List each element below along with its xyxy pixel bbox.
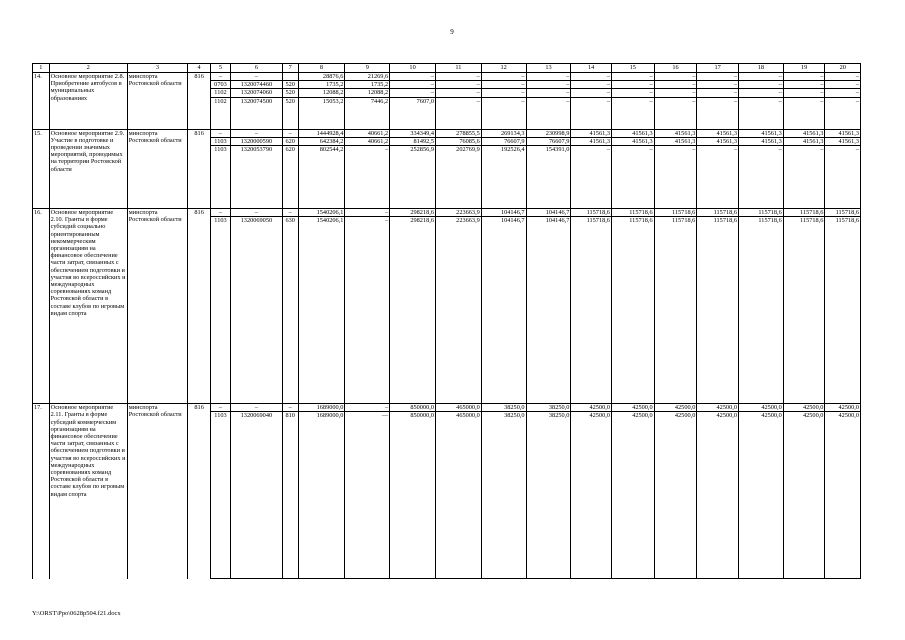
table-row <box>33 129 861 137</box>
amount-cell: – <box>825 146 861 209</box>
amount-cell: – <box>611 73 654 81</box>
amount-cell: 115718,6 <box>611 217 654 404</box>
amount-cell: 642384,2 <box>298 137 345 145</box>
amount-cell: 42500,0 <box>571 412 612 579</box>
amount-cell: 230998,9 <box>526 129 571 137</box>
amount-cell: – <box>571 73 612 81</box>
header-cell: 8 <box>298 64 345 73</box>
amount-cell: – <box>783 146 825 209</box>
amount-cell: 42500,0 <box>571 404 612 412</box>
grbs-code: 816 <box>188 404 211 579</box>
vr-cell: 630 <box>282 217 298 404</box>
amount-cell: – <box>611 97 654 129</box>
amount-cell: 42500,0 <box>611 412 654 579</box>
amount-cell: 115718,6 <box>825 217 861 404</box>
executor: минспорта Ростовской области <box>127 404 187 579</box>
amount-cell: 12088,2 <box>298 89 345 97</box>
amount-cell: – <box>481 81 526 89</box>
amount-cell: 41561,3 <box>783 129 825 137</box>
amount-cell: 41561,3 <box>783 137 825 145</box>
csr-cell: – <box>230 209 282 217</box>
amount-cell: – <box>571 81 612 89</box>
amount-cell: – <box>345 217 390 404</box>
amount-cell: – <box>390 89 436 97</box>
row-number: 16. <box>33 209 50 404</box>
header-cell: 16 <box>654 64 697 73</box>
amount-cell: – <box>481 97 526 129</box>
amount-cell: – <box>697 89 739 97</box>
row-number: 17. <box>33 404 50 579</box>
amount-cell: – <box>783 81 825 89</box>
csr-cell: 1320069040 <box>230 412 282 579</box>
amount-cell: – <box>697 146 739 209</box>
amount-cell: 115718,6 <box>825 209 861 217</box>
amount-cell: – <box>697 97 739 129</box>
header-cell: 12 <box>481 64 526 73</box>
csr-cell: – <box>230 73 282 81</box>
amount-cell: 41561,3 <box>654 137 697 145</box>
amount-cell: 104146,7 <box>481 217 526 404</box>
amount-cell: 202769,9 <box>435 146 481 209</box>
event-name: Основное мероприятие 2.8. Приобретение автобусов в муниципальных образованиях <box>49 73 127 130</box>
header-cell: 2 <box>49 64 127 73</box>
rz-pr-cell: – <box>211 209 231 217</box>
amount-cell: 38250,0 <box>526 412 571 579</box>
amount-cell: — <box>345 412 390 579</box>
amount-cell: – <box>783 97 825 129</box>
amount-cell: 115718,6 <box>739 209 784 217</box>
amount-cell: 76607,9 <box>526 137 571 145</box>
amount-cell: – <box>611 89 654 97</box>
amount-cell: 278855,5 <box>435 129 481 137</box>
amount-cell: – <box>739 81 784 89</box>
amount-cell: – <box>345 146 390 209</box>
amount-cell: 298218,6 <box>390 209 436 217</box>
amount-cell: – <box>345 404 390 412</box>
amount-cell: 1444928,4 <box>298 129 345 137</box>
amount-cell: – <box>739 73 784 81</box>
header-cell: 17 <box>697 64 739 73</box>
amount-cell: – <box>526 97 571 129</box>
rz-pr-cell: 1103 <box>211 137 231 145</box>
amount-cell: – <box>611 146 654 209</box>
amount-cell: – <box>739 97 784 129</box>
amount-cell: 154391,0 <box>526 146 571 209</box>
vr-cell: – <box>282 129 298 137</box>
header-row <box>33 64 861 73</box>
amount-cell: 465000,0 <box>435 404 481 412</box>
header-cell: 4 <box>188 64 211 73</box>
rz-pr-cell: – <box>211 73 231 81</box>
amount-cell: 252856,9 <box>390 146 436 209</box>
amount-cell: 21269,6 <box>345 73 390 81</box>
rz-pr-cell: 1102 <box>211 89 231 97</box>
rz-pr-cell: 0703 <box>211 81 231 89</box>
vr-cell: 620 <box>282 146 298 209</box>
amount-cell: – <box>697 73 739 81</box>
amount-cell: 40661,2 <box>345 137 390 145</box>
amount-cell: 28876,6 <box>298 73 345 81</box>
header-cell: 13 <box>526 64 571 73</box>
amount-cell: 41561,3 <box>697 129 739 137</box>
header-cell: 20 <box>825 64 861 73</box>
header-cell: 5 <box>211 64 231 73</box>
rz-pr-cell: 1103 <box>211 412 231 579</box>
csr-cell: 1320069050 <box>230 217 282 404</box>
amount-cell: 115718,6 <box>697 217 739 404</box>
amount-cell: 850000,0 <box>390 412 436 579</box>
amount-cell: 298218,6 <box>390 217 436 404</box>
amount-cell: 42500,0 <box>697 404 739 412</box>
header-cell: 9 <box>345 64 390 73</box>
amount-cell: 1735,2 <box>345 81 390 89</box>
amount-cell: 104146,7 <box>526 209 571 217</box>
amount-cell: 115718,6 <box>571 217 612 404</box>
vr-cell: 520 <box>282 81 298 89</box>
rz-pr-cell: 1103 <box>211 146 231 209</box>
amount-cell: 115718,6 <box>654 217 697 404</box>
amount-cell: – <box>435 73 481 81</box>
amount-cell: 38250,0 <box>481 404 526 412</box>
amount-cell: 115718,6 <box>739 217 784 404</box>
executor: минспорта Ростовской области <box>127 209 187 404</box>
amount-cell: 42500,0 <box>611 404 654 412</box>
header-cell: 18 <box>739 64 784 73</box>
grbs-code: 816 <box>188 73 211 130</box>
amount-cell: – <box>526 81 571 89</box>
rz-pr-cell: 1102 <box>211 97 231 129</box>
amount-cell: 12088,2 <box>345 89 390 97</box>
rz-pr-cell: 1103 <box>211 217 231 404</box>
amount-cell: 104146,7 <box>481 209 526 217</box>
budget-table <box>32 63 861 579</box>
csr-cell: 1320074500 <box>230 97 282 129</box>
amount-cell: 42500,0 <box>783 412 825 579</box>
amount-cell: 42500,0 <box>825 404 861 412</box>
csr-cell: 1320053790 <box>230 146 282 209</box>
amount-cell: – <box>825 73 861 81</box>
header-cell: 1 <box>33 64 50 73</box>
amount-cell: 269134,3 <box>481 129 526 137</box>
amount-cell: 7607,0 <box>390 97 436 129</box>
row-number: 14. <box>33 73 50 130</box>
csr-cell: 1320074460 <box>230 81 282 89</box>
amount-cell: 115718,6 <box>783 209 825 217</box>
amount-cell: 40661,2 <box>345 129 390 137</box>
csr-cell: 1320000590 <box>230 137 282 145</box>
vr-cell: – <box>282 404 298 412</box>
event-name: Основное мероприятие 2.11. Гранты в форме субсидий коммерческим организациям на финансовое обеспечение части затрат, связанных с обеспечением подготовки и участия во всероссийских и международных соревнованиях команд Ростовской области в составе клубов по игровым видам спорта <box>49 404 127 579</box>
amount-cell: – <box>481 89 526 97</box>
table-row <box>33 404 861 412</box>
vr-cell: – <box>282 209 298 217</box>
header-cell: 19 <box>783 64 825 73</box>
event-name: Основное мероприятие 2.10. Гранты в форме субсидий социально ориентированным некоммерческим организациям на финансовое обеспечение части затрат, связанных с обеспечением подготовки и участия во всероссийских и международных соревнованиях команд Ростовской области в составе клубов по игровым видам спорта <box>49 209 127 404</box>
amount-cell: 7446,2 <box>345 97 390 129</box>
amount-cell: 41561,3 <box>571 129 612 137</box>
amount-cell: 42500,0 <box>783 404 825 412</box>
amount-cell: 42500,0 <box>654 404 697 412</box>
amount-cell: 42500,0 <box>697 412 739 579</box>
amount-cell: – <box>571 97 612 129</box>
amount-cell: – <box>825 97 861 129</box>
amount-cell: 41561,3 <box>825 129 861 137</box>
amount-cell: 41561,3 <box>654 129 697 137</box>
event-name: Основное мероприятие 2.9. Участие в подготовке и проведении значимых мероприятий, проводимых на территории Ростовской области <box>49 129 127 208</box>
amount-cell: – <box>783 89 825 97</box>
amount-cell: – <box>435 81 481 89</box>
amount-cell: – <box>571 146 612 209</box>
amount-cell: – <box>390 81 436 89</box>
amount-cell: – <box>654 81 697 89</box>
vr-cell <box>282 73 298 81</box>
amount-cell: – <box>435 89 481 97</box>
amount-cell: – <box>739 89 784 97</box>
amount-cell: 41561,3 <box>739 129 784 137</box>
rz-pr-cell: – <box>211 129 231 137</box>
amount-cell: – <box>825 89 861 97</box>
csr-cell: – <box>230 404 282 412</box>
header-cell: 6 <box>230 64 282 73</box>
executor: минспорта Ростовской области <box>127 129 187 208</box>
page-number: 9 <box>450 28 454 36</box>
csr-cell: 1320074060 <box>230 89 282 97</box>
header-cell: 11 <box>435 64 481 73</box>
amount-cell: 38250,0 <box>526 404 571 412</box>
amount-cell: 42500,0 <box>654 412 697 579</box>
amount-cell: 41561,3 <box>697 137 739 145</box>
vr-cell: 810 <box>282 412 298 579</box>
amount-cell: 41561,3 <box>611 129 654 137</box>
footer-file-path: Y:\ORST\Ppo\0628p504.f21.docx <box>32 610 121 617</box>
amount-cell: 850000,0 <box>390 404 436 412</box>
amount-cell: 1689000,0 <box>298 404 345 412</box>
amount-cell: 104146,7 <box>526 217 571 404</box>
amount-cell: 115718,6 <box>571 209 612 217</box>
vr-cell: 520 <box>282 89 298 97</box>
amount-cell: – <box>571 89 612 97</box>
amount-cell: 334349,4 <box>390 129 436 137</box>
amount-cell: 223663,9 <box>435 217 481 404</box>
amount-cell: – <box>654 89 697 97</box>
amount-cell: – <box>435 97 481 129</box>
amount-cell: – <box>390 73 436 81</box>
header-cell: 3 <box>127 64 187 73</box>
amount-cell: 41561,3 <box>825 137 861 145</box>
amount-cell: 802544,2 <box>298 146 345 209</box>
amount-cell: 15053,2 <box>298 97 345 129</box>
amount-cell: – <box>654 73 697 81</box>
amount-cell: 41561,3 <box>739 137 784 145</box>
grbs-code: 816 <box>188 209 211 404</box>
amount-cell: 42500,0 <box>825 412 861 579</box>
amount-cell: 115718,6 <box>611 209 654 217</box>
row-number: 15. <box>33 129 50 208</box>
amount-cell: – <box>825 81 861 89</box>
amount-cell: – <box>739 146 784 209</box>
amount-cell: 115718,6 <box>697 209 739 217</box>
amount-cell: 76085,6 <box>435 137 481 145</box>
vr-cell: 520 <box>282 97 298 129</box>
amount-cell: 223663,9 <box>435 209 481 217</box>
amount-cell: 115718,6 <box>654 209 697 217</box>
vr-cell: 620 <box>282 137 298 145</box>
amount-cell: – <box>526 73 571 81</box>
amount-cell: 465000,0 <box>435 412 481 579</box>
amount-cell: 192526,4 <box>481 146 526 209</box>
amount-cell: 1540206,1 <box>298 217 345 404</box>
amount-cell: 81492,5 <box>390 137 436 145</box>
header-cell: 10 <box>390 64 436 73</box>
amount-cell: – <box>481 73 526 81</box>
amount-cell: 38250,0 <box>481 412 526 579</box>
executor: минспорта Ростовской области <box>127 73 187 130</box>
amount-cell: 41561,3 <box>611 137 654 145</box>
header-cell: 14 <box>571 64 612 73</box>
amount-cell: 1689000,0 <box>298 412 345 579</box>
amount-cell: 115718,6 <box>783 217 825 404</box>
amount-cell: – <box>345 209 390 217</box>
amount-cell: 76607,9 <box>481 137 526 145</box>
amount-cell: 1540206,1 <box>298 209 345 217</box>
amount-cell: – <box>611 81 654 89</box>
amount-cell: 42500,0 <box>739 404 784 412</box>
table-row <box>33 73 861 81</box>
table-row <box>33 209 861 217</box>
amount-cell: – <box>783 73 825 81</box>
amount-cell: – <box>526 89 571 97</box>
amount-cell: – <box>654 97 697 129</box>
rz-pr-cell: – <box>211 404 231 412</box>
amount-cell: 42500,0 <box>739 412 784 579</box>
csr-cell: – <box>230 129 282 137</box>
header-cell: 7 <box>282 64 298 73</box>
header-cell: 15 <box>611 64 654 73</box>
grbs-code: 816 <box>188 129 211 208</box>
amount-cell: 1735,2 <box>298 81 345 89</box>
amount-cell: 41561,3 <box>571 137 612 145</box>
amount-cell: – <box>654 146 697 209</box>
amount-cell: – <box>697 81 739 89</box>
